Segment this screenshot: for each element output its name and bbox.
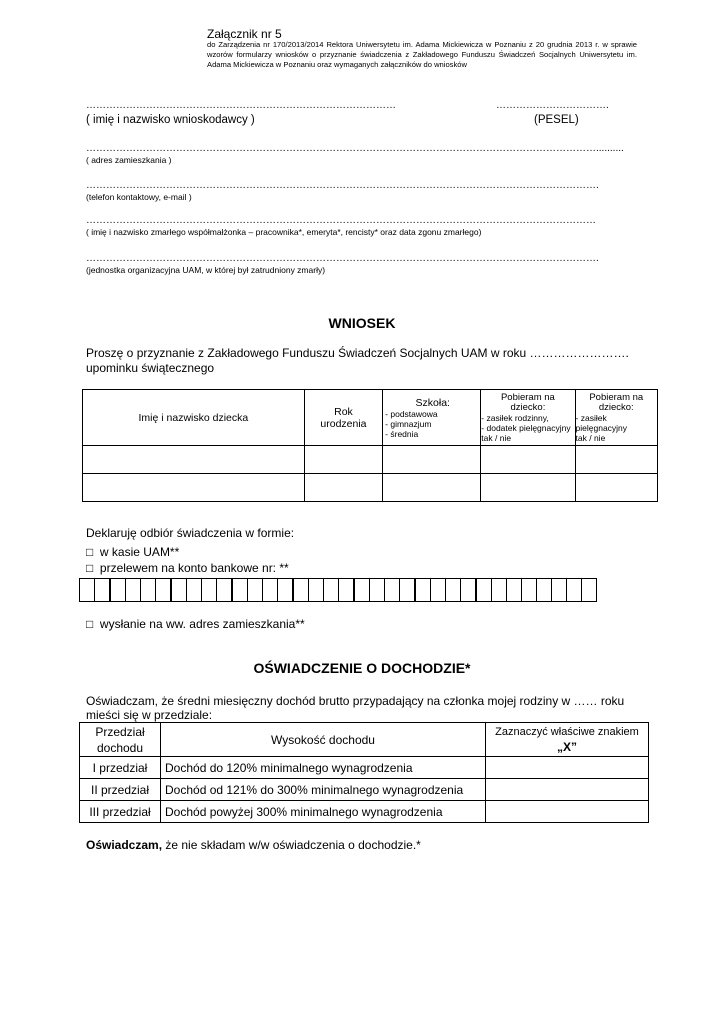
attachment-reference: do Zarządzenia nr 170/2013/2014 Rektora Uniwersytetu im. Adama Mickiewicza w Poznaniu z 20 grudnia 2013 r. w sprawie wzorów formularzy wniosków o przyznanie świadczenia z Zakładowego Funduszu Świadczeń Socjalnych Uniwersytetu im. Adama Mickiewicza w Poznaniu oraz wymaganych załączników do wniosków bbox=[207, 40, 637, 69]
account-digit-cell[interactable] bbox=[537, 579, 552, 602]
col-family-benefit bbox=[481, 390, 575, 446]
income-range-cell: II przedział bbox=[80, 779, 161, 801]
family-benefit-cell[interactable] bbox=[481, 446, 575, 474]
account-digit-cell[interactable] bbox=[552, 579, 567, 602]
account-digit-cell[interactable] bbox=[80, 579, 95, 602]
account-digit-cell[interactable] bbox=[492, 579, 507, 602]
applicant-name-field[interactable]: ………………………………………………………………………………… bbox=[86, 100, 396, 111]
col-income-amount-label: Wysokość dochodu bbox=[271, 732, 375, 747]
col-birth-year bbox=[304, 390, 382, 446]
col-care-benefit-title-2: dziecko: bbox=[598, 401, 634, 413]
account-digit-cell[interactable] bbox=[446, 579, 461, 602]
family-benefit-option-2: - dodatek pielęgnacyjny bbox=[481, 422, 571, 433]
care-benefit-cell[interactable] bbox=[575, 446, 657, 474]
family-benefit-cell[interactable] bbox=[481, 474, 575, 502]
table-row bbox=[83, 474, 658, 502]
no-income-declaration bbox=[86, 838, 421, 852]
account-digit-cell[interactable] bbox=[400, 579, 416, 602]
checkbox-cash[interactable]: □ bbox=[86, 545, 94, 559]
account-digit-cell[interactable] bbox=[567, 579, 582, 602]
col-income-range-label-2: dochodu bbox=[96, 740, 144, 755]
account-digit-cell[interactable] bbox=[415, 579, 431, 602]
pesel-field[interactable]: ……………………………. bbox=[496, 100, 609, 111]
account-digit-cell[interactable] bbox=[370, 579, 385, 602]
account-digit-cell[interactable] bbox=[582, 579, 597, 602]
account-digit-cell[interactable] bbox=[126, 579, 141, 602]
col-birth-year-label-1: Rok bbox=[334, 405, 353, 418]
col-care-benefit-title-1: Pobieram na bbox=[589, 391, 644, 403]
attachment-title: Załącznik nr 5 bbox=[207, 27, 282, 41]
table-row bbox=[80, 801, 649, 823]
birth-year-cell[interactable] bbox=[304, 446, 382, 474]
child-name-cell[interactable] bbox=[83, 446, 305, 474]
col-child-name bbox=[83, 390, 305, 446]
account-digit-cell[interactable] bbox=[156, 579, 172, 602]
care-benefit-cell[interactable] bbox=[575, 474, 657, 502]
account-digit-cell[interactable] bbox=[522, 579, 537, 602]
address-label: ( adres zamieszkania ) bbox=[86, 155, 172, 165]
phone-label: (telefon kontaktowy, e-mail ) bbox=[86, 192, 192, 202]
request-text-line1: Proszę o przyznanie z Zakładowego Funduszu Świadczeń Socjalnych UAM w roku ……………………. bbox=[86, 346, 629, 360]
account-digit-cell[interactable] bbox=[141, 579, 156, 602]
col-family-benefit-title-1: Pobieram na bbox=[500, 391, 555, 403]
col-income-mark bbox=[486, 723, 649, 757]
unit-label: (jednostka organizacyjna UAM, w której był zatrudniony zmarły) bbox=[86, 265, 326, 275]
request-text-line2: upominku świątecznego bbox=[86, 361, 215, 375]
bank-account-grid bbox=[79, 578, 597, 602]
school-cell[interactable] bbox=[383, 474, 481, 502]
income-amount-cell: Dochód do 120% minimalnego wynagrodzenia bbox=[161, 757, 486, 779]
table-row bbox=[80, 779, 649, 801]
income-range-cell: III przedział bbox=[80, 801, 161, 823]
declaration-bold: Oświadczam, bbox=[86, 838, 163, 852]
col-birth-year-label-2: urodzenia bbox=[320, 417, 367, 430]
school-option-primary: - podstawowa bbox=[385, 408, 438, 419]
spouse-label: ( imię i nazwisko zmarłego współmałżonka – pracownika*, emeryta*, rencisty* oraz data zgonu zmarłego) bbox=[86, 227, 482, 237]
account-digit-cell[interactable] bbox=[461, 579, 477, 602]
col-income-range-label-1: Przedział bbox=[95, 724, 145, 739]
account-digit-cell[interactable] bbox=[232, 579, 248, 602]
col-school bbox=[383, 390, 481, 446]
col-income-amount bbox=[161, 723, 486, 757]
children-table-header bbox=[83, 390, 658, 446]
address-field[interactable]: ……………………………………………………………………………………………………………………………………….......... bbox=[86, 143, 624, 154]
col-family-benefit-title-2: dziecko: bbox=[510, 401, 546, 413]
account-digit-cell[interactable] bbox=[431, 579, 446, 602]
account-digit-cell[interactable] bbox=[385, 579, 400, 602]
family-benefit-option-1: - zasiłek rodzinny, bbox=[481, 412, 549, 423]
col-income-range bbox=[80, 723, 161, 757]
account-digit-cell[interactable] bbox=[263, 579, 278, 602]
income-table bbox=[79, 722, 649, 823]
checkbox-mail[interactable]: □ bbox=[86, 617, 94, 631]
delivery-intro: Deklaruję odbiór świadczenia w formie: bbox=[86, 526, 295, 540]
account-digit-cell[interactable] bbox=[248, 579, 263, 602]
care-benefit-yes-no: tak / nie bbox=[575, 432, 606, 443]
account-digit-cell[interactable] bbox=[278, 579, 294, 602]
income-range-cell: I przedział bbox=[80, 757, 161, 779]
table-row bbox=[83, 446, 658, 474]
school-option-middle: - gimnazjum bbox=[385, 418, 432, 429]
account-digit-cell[interactable] bbox=[476, 579, 492, 602]
col-school-title: Szkoła: bbox=[415, 396, 450, 409]
pesel-label: (PESEL) bbox=[534, 114, 579, 126]
account-digit-cell[interactable] bbox=[339, 579, 355, 602]
col-child-name-label: Imię i nazwisko dziecka bbox=[138, 411, 249, 424]
care-benefit-option-1: - zasiłek bbox=[575, 412, 607, 423]
child-name-cell[interactable] bbox=[83, 474, 305, 502]
account-digit-cell[interactable] bbox=[217, 579, 233, 602]
account-digit-cell[interactable] bbox=[324, 579, 339, 602]
income-intro-line1: Oświadczam, że średni miesięczny dochód brutto przypadający na członka mojej rodziny w …… roku bbox=[86, 694, 625, 708]
income-amount-cell: Dochód powyżej 300% minimalnego wynagrodzenia bbox=[161, 801, 486, 823]
table-row bbox=[80, 757, 649, 779]
checkbox-transfer[interactable]: □ bbox=[86, 561, 94, 575]
account-digit-cell[interactable] bbox=[309, 579, 324, 602]
income-mark-cell[interactable] bbox=[486, 801, 649, 823]
account-digit-cell[interactable] bbox=[507, 579, 522, 602]
account-digit-cell[interactable] bbox=[187, 579, 202, 602]
account-digit-cell[interactable] bbox=[354, 579, 370, 602]
account-digit-cell[interactable] bbox=[95, 579, 111, 602]
applicant-name-label: ( imię i nazwisko wnioskodawcy ) bbox=[86, 114, 255, 126]
school-cell[interactable] bbox=[383, 446, 481, 474]
income-mark-cell[interactable] bbox=[486, 779, 649, 801]
option-mail[interactable] bbox=[86, 617, 305, 631]
option-mail-label: wysłanie na ww. adres zamieszkania** bbox=[99, 617, 305, 631]
school-option-secondary: - średnia bbox=[385, 428, 419, 439]
income-table-header bbox=[80, 723, 649, 757]
spouse-field[interactable]: ……………………………………………………………………………………………………………………………………… bbox=[86, 215, 596, 226]
income-mark-cell[interactable] bbox=[486, 757, 649, 779]
option-transfer-label: przelewem na konto bankowe nr: ** bbox=[99, 561, 289, 575]
income-intro-line2: mieści się w przedziale: bbox=[86, 708, 213, 722]
care-benefit-option-2: pielęgnacyjny bbox=[575, 422, 628, 433]
option-transfer[interactable] bbox=[86, 561, 289, 575]
declaration-rest: że nie składam w/w oświadczenia o dochodzie.* bbox=[162, 838, 421, 852]
account-digit-cell[interactable] bbox=[202, 579, 217, 602]
account-digit-cell[interactable] bbox=[171, 579, 187, 602]
col-income-mark-label-1: Zaznaczyć właściwe znakiem bbox=[495, 725, 639, 738]
birth-year-cell[interactable] bbox=[304, 474, 382, 502]
phone-field[interactable]: ………………………………………………………………………………………………………………………………………. bbox=[86, 180, 599, 191]
income-amount-cell: Dochód od 121% do 300% minimalnego wynagrodzenia bbox=[161, 779, 486, 801]
income-heading: OŚWIADCZENIE O DOCHODZIE* bbox=[253, 660, 471, 676]
option-cash[interactable] bbox=[86, 545, 179, 559]
request-heading: WNIOSEK bbox=[328, 315, 396, 331]
col-care-benefit bbox=[575, 390, 657, 446]
children-table bbox=[82, 389, 658, 502]
account-digit-cell[interactable] bbox=[293, 579, 309, 602]
col-income-mark-label-2: „X” bbox=[556, 739, 577, 754]
account-digit-cell[interactable] bbox=[110, 579, 126, 602]
unit-field[interactable]: ………………………………………………………………………………………………………………………………………. bbox=[86, 253, 599, 264]
option-cash-label: w kasie UAM** bbox=[99, 545, 180, 559]
family-benefit-yes-no: tak / nie bbox=[481, 432, 512, 443]
